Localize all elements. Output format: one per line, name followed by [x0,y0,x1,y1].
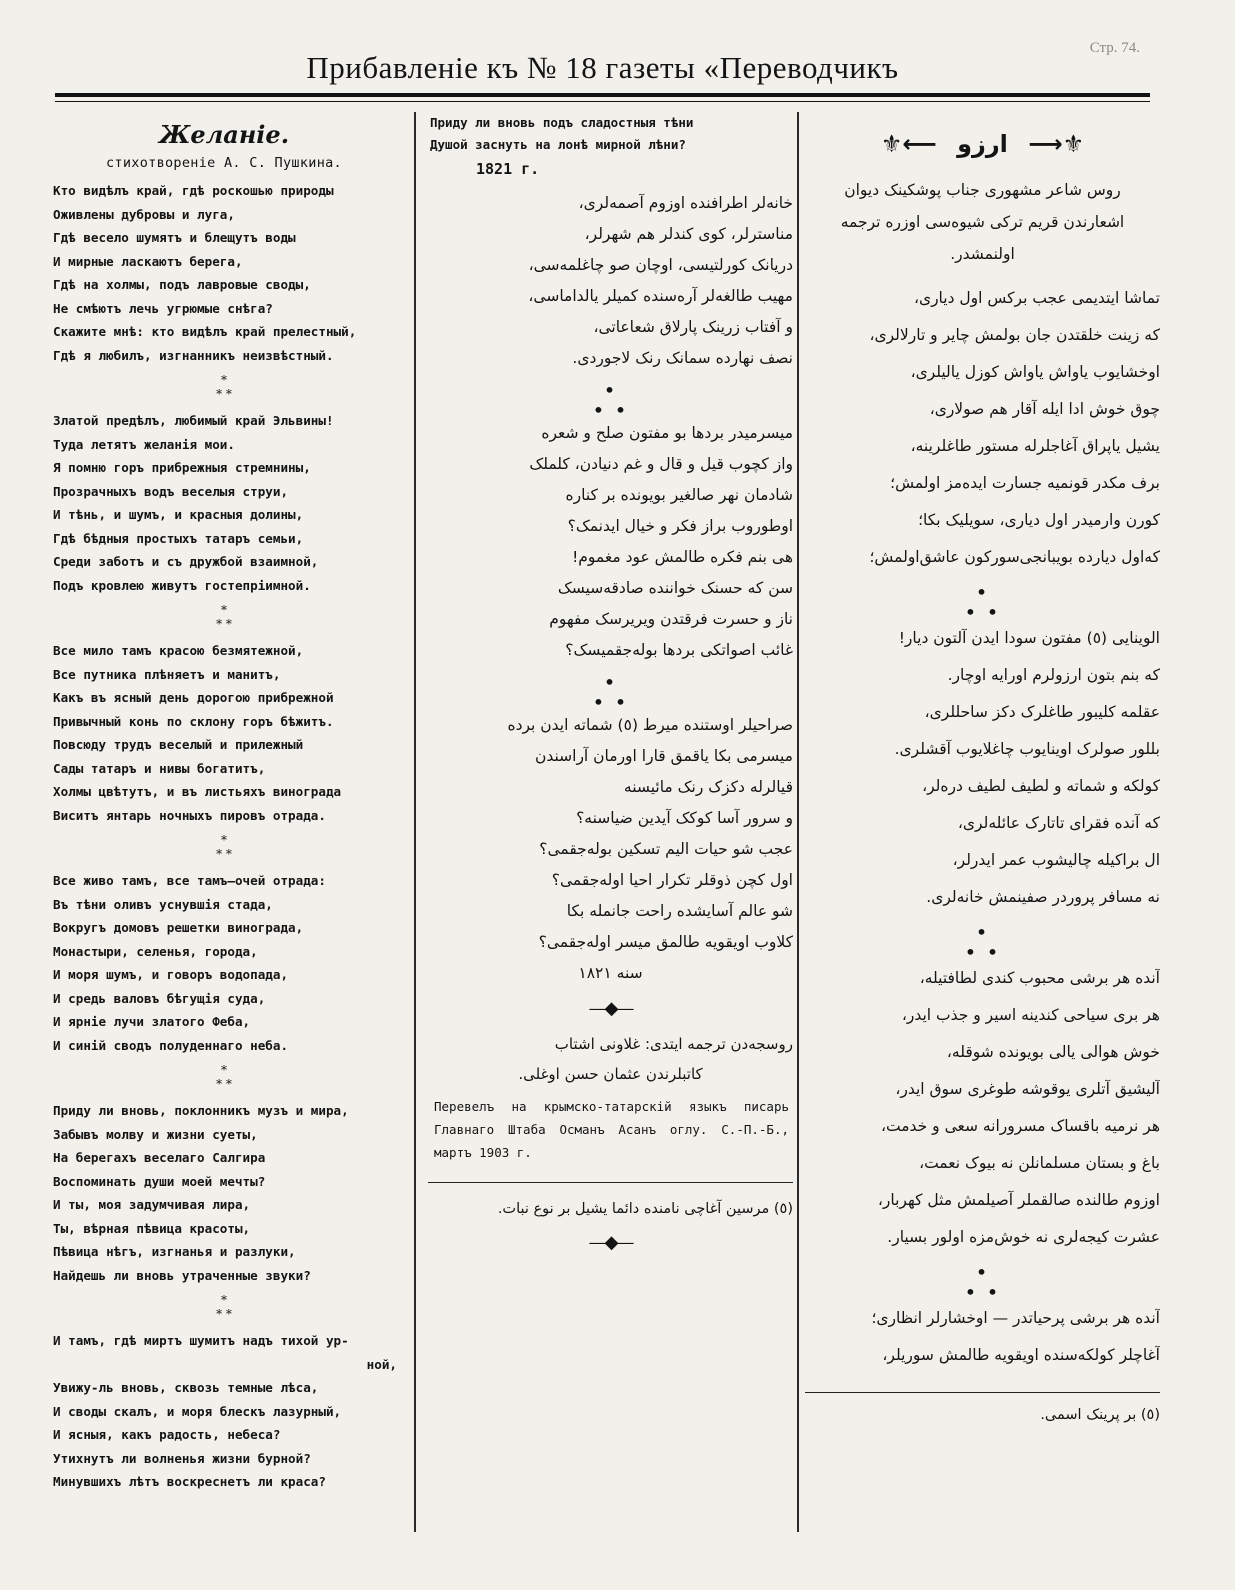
stanza [45,1099,403,1287]
poem-line: Утихнутъ ли волненья жизни бурной? [53,1450,311,1466]
poem-line: Привычный конь по склону горъ бѣжитъ. [53,713,334,729]
footnote-rule [805,1392,1160,1393]
stanza-separator: • • • [592,670,629,714]
intro-text [805,174,1160,270]
tatar-line: آنده هر برشی پرحیاتدر — اوخشارلر انظاری؛ [871,1309,1160,1327]
column-divider [414,112,416,1532]
poem-line: И ты, моя задумчивая лира, [53,1197,251,1212]
page-title: Прибавленіе къ № 18 газеты «Переводчикъ [306,50,899,85]
tatar-line: تماشا ایتدیمی عجب برکس اول دیاری، [913,289,1160,307]
poem-line: И тѣнь, и шумъ, и красныя долины, [53,507,304,522]
footnote-rule [428,1182,793,1183]
stanza-separator: * * * [216,1293,232,1321]
page-header [55,40,1150,100]
poem-line: Въ тѣни оливъ уснувшія стада, [53,896,273,912]
poem-line: Все мило тамъ красою безмятежной, [53,643,304,658]
poem-line: Все путника плѣняетъ и манитъ, [53,666,281,682]
tatar-line: ال براکیله چالیشوب عمر ایدرلر، [952,851,1160,869]
tatar-line: کولکه و شماته و لطیف لطیف دره‌لر، [922,777,1160,795]
tatar-line: سن که حسنک خواننده صادقه‌سیسک [557,579,793,597]
tatar-line: واز کچوب قیل و قال و غم دنیادن، کلملک [529,455,793,473]
poem-line: Гдѣ на холмы, подъ лавровые своды, [53,277,311,292]
stanza-separator: * * * [216,1063,232,1091]
poem-line: И синій сводъ полуденнаго неба. [53,1037,289,1053]
poem-line: И тамъ, гдѣ миртъ шумитъ надъ тихой ур- [53,1333,349,1348]
tatar-line: کلاوب اویقویه طالمق میسر اوله‌جقمی؟ [538,933,793,951]
tatar-line: میسرمی بکا یاقمق قارا اورمان آراسندن [534,747,793,765]
intro-line: روس شاعر مشهوری جناب پوشکینک دیوان [844,181,1121,199]
tatar-line: صراحیلر اوستنده میرط (٥) شماته ایدن برده [507,716,793,734]
tatar-line: چوق خوش ادا ایله آقار هم صولاری، [929,400,1160,418]
column-divider [797,112,799,1532]
tatar-line: قیالرله دکزک رنک مائیسنه [623,778,793,796]
tatar-line: غائب اصواتکی بردها بوله‌جقمیسک؟ [565,641,793,659]
poem-line: Виситъ янтарь ночныхъ пировъ отрада. [53,807,326,823]
tatar-stanza [805,620,1160,916]
tatar-stanza [805,960,1160,1256]
header-rule-thin [55,101,1150,102]
tatar-line: که بنم بتون ارزولرم اورایه اوچار. [947,666,1160,684]
poem-line: Златой предѣлъ, любимый край Эльвины! [53,413,334,428]
poem-line: Монастыри, селенья, города, [53,943,258,959]
tatar-line: هی بنم فکره طالمش عود مغموم! [572,548,793,566]
poem-line: Найдешь ли вновь утраченные звуки? [53,1267,311,1283]
poem-line: Прозрачныхъ водъ веселыя струи, [53,483,289,499]
russian-poem-column [45,112,403,1494]
tatar-line: عشرت کیجه‌لری نه خوش‌مزه اولور بسیار. [887,1228,1160,1246]
poem-line: Какъ въ ясный день дорогою прибрежной [53,690,334,705]
poem-line: Приду ли вновь, поклонникъ музъ и мира, [53,1103,349,1118]
epigraph-line: Приду ли вновь подъ сладостныя тѣни [430,115,694,130]
poem-line: Все живо тамъ, все тамъ—очей отрада: [53,873,326,888]
page-number: Стр. 74. [1089,40,1140,56]
poem-line: Увижу-ль вновь, сквозь темные лѣса, [53,1380,319,1395]
tatar-line: نه مسافر پروردر صفینمش خانه‌لری. [926,888,1160,906]
translator-line: روسجه‌دن ترجمه ایتدی: غلاونی اشتاب [554,1035,793,1053]
poem-stanzas [45,179,403,1494]
tatar-line: عجب شو حیات الیم تسکین بوله‌جقمی؟ [539,840,793,858]
stanza-separator: * * * [216,833,232,861]
tatar-line: دریانک کورلتیسی، اوچان صو چاغلمه‌سی، [528,256,793,274]
translation-column-middle [428,112,793,1263]
poem-line: Пѣвица нѣгъ, изгнанья и разлуки, [53,1244,296,1259]
poem-line: Скажите мнѣ: кто видѣлъ край прелестный, [53,324,357,339]
poem-line: Я помню горъ прибрежныя стремнины, [53,460,311,475]
translator-line: کاتبلرندن عثمان حسن اوغلی. [518,1065,703,1083]
translation-column-right [805,112,1160,1429]
tatar-line: هر نرمیه باقسا‌ک مسرورانه سعی و خدمت، [880,1117,1160,1135]
stanza [45,179,403,367]
poem-line: Забывъ молву и жизни суеты, [53,1126,258,1142]
tatar-line: مهیب طالغه‌لر آره‌سنده کمیلر یالداماسی، [528,287,793,305]
tatar-line: و آفتاب زرینک پارلاق شعاعاتی، [593,318,793,336]
tatar-line: و سرور آسا کوکک آیدین ضیاسنه؟ [576,809,793,827]
tatar-line: که آنده فقرای تاتارک عائله‌لری، [957,814,1160,832]
stanza-separator: * * * [216,603,232,631]
tatar-line: اوخشایوب یاواش یاواش کوزل یالیلری، [910,363,1160,381]
poem-line: Холмы цвѣтутъ, и въ листьяхъ винограда [53,784,342,799]
tatar-stanza [428,188,793,374]
ornament-icon: ⟶⚜ [1028,130,1085,158]
tatar-line: خوش هوالی یالی بویونده شوقله، [946,1043,1160,1061]
tatar-line: شادمان نهر صالغیر بویونده بر کناره [565,486,793,504]
stanza-separator: • • • [592,378,629,422]
tatar-line: آغاچلر کولکه‌سنده اویقویه طالمش سوریلر، [882,1346,1160,1364]
epigraph-date: 1821 г. [476,160,540,178]
poem-line: И ярніе лучи златого Феба, [53,1014,251,1029]
poem-line: Воспоминать души моей мечты? [53,1173,266,1189]
tatar-line: کورن وارمیدر اول دیاری، سویلیک بکا؛ [918,511,1160,529]
stanza-separator: • • • [964,1260,1001,1304]
stanza [45,639,403,827]
tatar-line: برف مکدر قونمیه جسارت ایده‌مز اولمش؛ [890,474,1160,492]
poem-line: Вокругъ домовъ решетки винограда, [53,920,304,935]
footnote: (٥) بر پرینک اسمی. [1040,1407,1160,1423]
stanza [45,869,403,1057]
tatar-stanza [428,710,793,958]
poem-line: Среди заботъ и съ дружбой взаимной, [53,554,319,569]
poem-line: И моря шумъ, и говоръ водопада, [53,967,289,982]
poem-line: И мирные ласкаютъ берега, [53,253,243,269]
end-ornament: —◆— [588,1232,633,1253]
tatar-stanza [805,1300,1160,1374]
poem-line: Ты, вѣрная пѣвица красоты, [53,1220,251,1236]
footnote: (٥) مرسین آغاچی نامنده دائما یشیل بر نوع نبات. [497,1201,793,1217]
intro-line: اشعارندن قریم ترکی شیوه‌سی اوزره ترجمه [840,213,1125,231]
poem-line: Минувшихъ лѣтъ воскреснетъ ли краса? [53,1474,326,1489]
tatar-line: میسرمیدر بردها بو مفتون صلح و شعره [541,424,793,442]
poem-line: Гдѣ бѣдныя простыхъ татаръ семьи, [53,530,304,546]
tatar-line: که زینت خلقتدن جان بولمش چایر و تارلالری، [869,326,1160,344]
translator-credit: Перевелъ на крымско-татарскій языкъ писарь Главнаго Штаба Османъ Асанъ оглу. С.-П.-Б., мартъ 1903 г. [434,1099,789,1160]
tatar-line: بللور صولرک اوینایوب چاغلایوب آقشلری. [894,740,1160,758]
poem-line: Гдѣ я любилъ, изгнанникъ неизвѣстный. [53,347,334,363]
tatar-line: آنده هر برشی محبوب کندی لطافتیله، [919,969,1160,987]
stanza [45,409,403,597]
poem-line: ной, [366,1356,397,1372]
tatar-line: نصف نهارده سمانک رنک لاجوردی. [572,349,793,367]
poem-line: Туда летятъ желанія мои. [53,436,235,452]
poem-line: И ясныя, какъ радость, небеса? [53,1427,281,1442]
poem-title: Желаніе. [158,120,290,149]
tatar-line: اوزوم طالنده صالقملر آصیلمش مثل کهربار، [877,1191,1160,1209]
ornament-icon: ⚜⟵ [880,130,937,158]
tatar-line: اوطوروب براز فکر و خیال ایدنمک؟ [567,517,793,535]
poem-year: سنه ١٨٢١ [578,964,643,982]
tatar-line: خانه‌لر اطرافنده اوزوم آصمه‌لری، [578,194,793,212]
tatar-line: باغ و بستان مسلمانلن نه بیوک نعمت، [919,1154,1160,1172]
stanza [45,1329,403,1494]
stanza-separator: * * * [216,373,232,401]
arabic-title-text: ارزو [957,130,1008,158]
tatar-line: اول کچن ذوقلر تکرار احیا اوله‌جقمی؟ [551,871,793,889]
poem-line: Не смѣютъ лечь угрюмые снѣга? [53,300,273,316]
tatar-line: هر بری سیاحی کندینه اسیر و جذب ایدر، [901,1006,1160,1024]
poem-line: Оживлены дубровы и луга, [53,206,235,222]
tatar-line: که‌اول دیارده بویبانجی‌سورکون عاشق‌اولمش؛ [869,548,1160,566]
stanza-separator: • • • [964,580,1001,624]
poem-line: Подъ кровлею живутъ гостепріимной. [53,577,311,593]
poem-line: Гдѣ весело шумятъ и блещутъ воды [53,230,296,245]
poem-line: Сады татаръ и нивы богатитъ, [53,760,266,776]
intro-line: اولنمشدر. [950,245,1015,263]
tatar-line: ناز و حسرت فرقتدن ویریرسک مفهوم [549,610,793,628]
tatar-line: الوینایی (٥) مفتون سودا ایدن آلتون دیار! [898,629,1160,647]
tatar-line: عقلمه کلیبور طاغلرک دکز ساحللری، [924,703,1160,721]
poem-subtitle: стихотвореніе А. С. Пушкина. [106,155,342,171]
arabic-title [805,114,1160,174]
stanza-separator: • • • [964,920,1001,964]
epigraph-line: Душой заснуть на лонѣ мирной лѣни? [430,137,686,152]
tatar-stanza [428,418,793,666]
tatar-line: یشیل یاپراق آغاجلرله مستور طاغلرینه، [910,437,1160,455]
ornament: —◆— [588,998,633,1019]
poem-line: И средь валовъ бѣгущія суда, [53,990,266,1006]
poem-line: И своды скалъ, и моря блескъ лазурный, [53,1403,342,1419]
poem-line: Кто видѣлъ край, гдѣ роскошью природы [53,183,334,198]
poem-line: Повсюду трудъ веселый и прилежный [53,737,304,752]
tatar-line: شو عالم آسایشده راحت جانمله بکا [566,902,793,920]
poem-line: На берегахъ веселаго Салгира [53,1150,266,1165]
tatar-stanza [805,280,1160,576]
tatar-line: آلیشیق آتلری یوقوشه طوغری سوق ایدر، [895,1080,1160,1098]
tatar-line: مناسترلر، کوی کندلر هم شهرلر، [584,225,793,243]
header-rule [55,93,1150,97]
